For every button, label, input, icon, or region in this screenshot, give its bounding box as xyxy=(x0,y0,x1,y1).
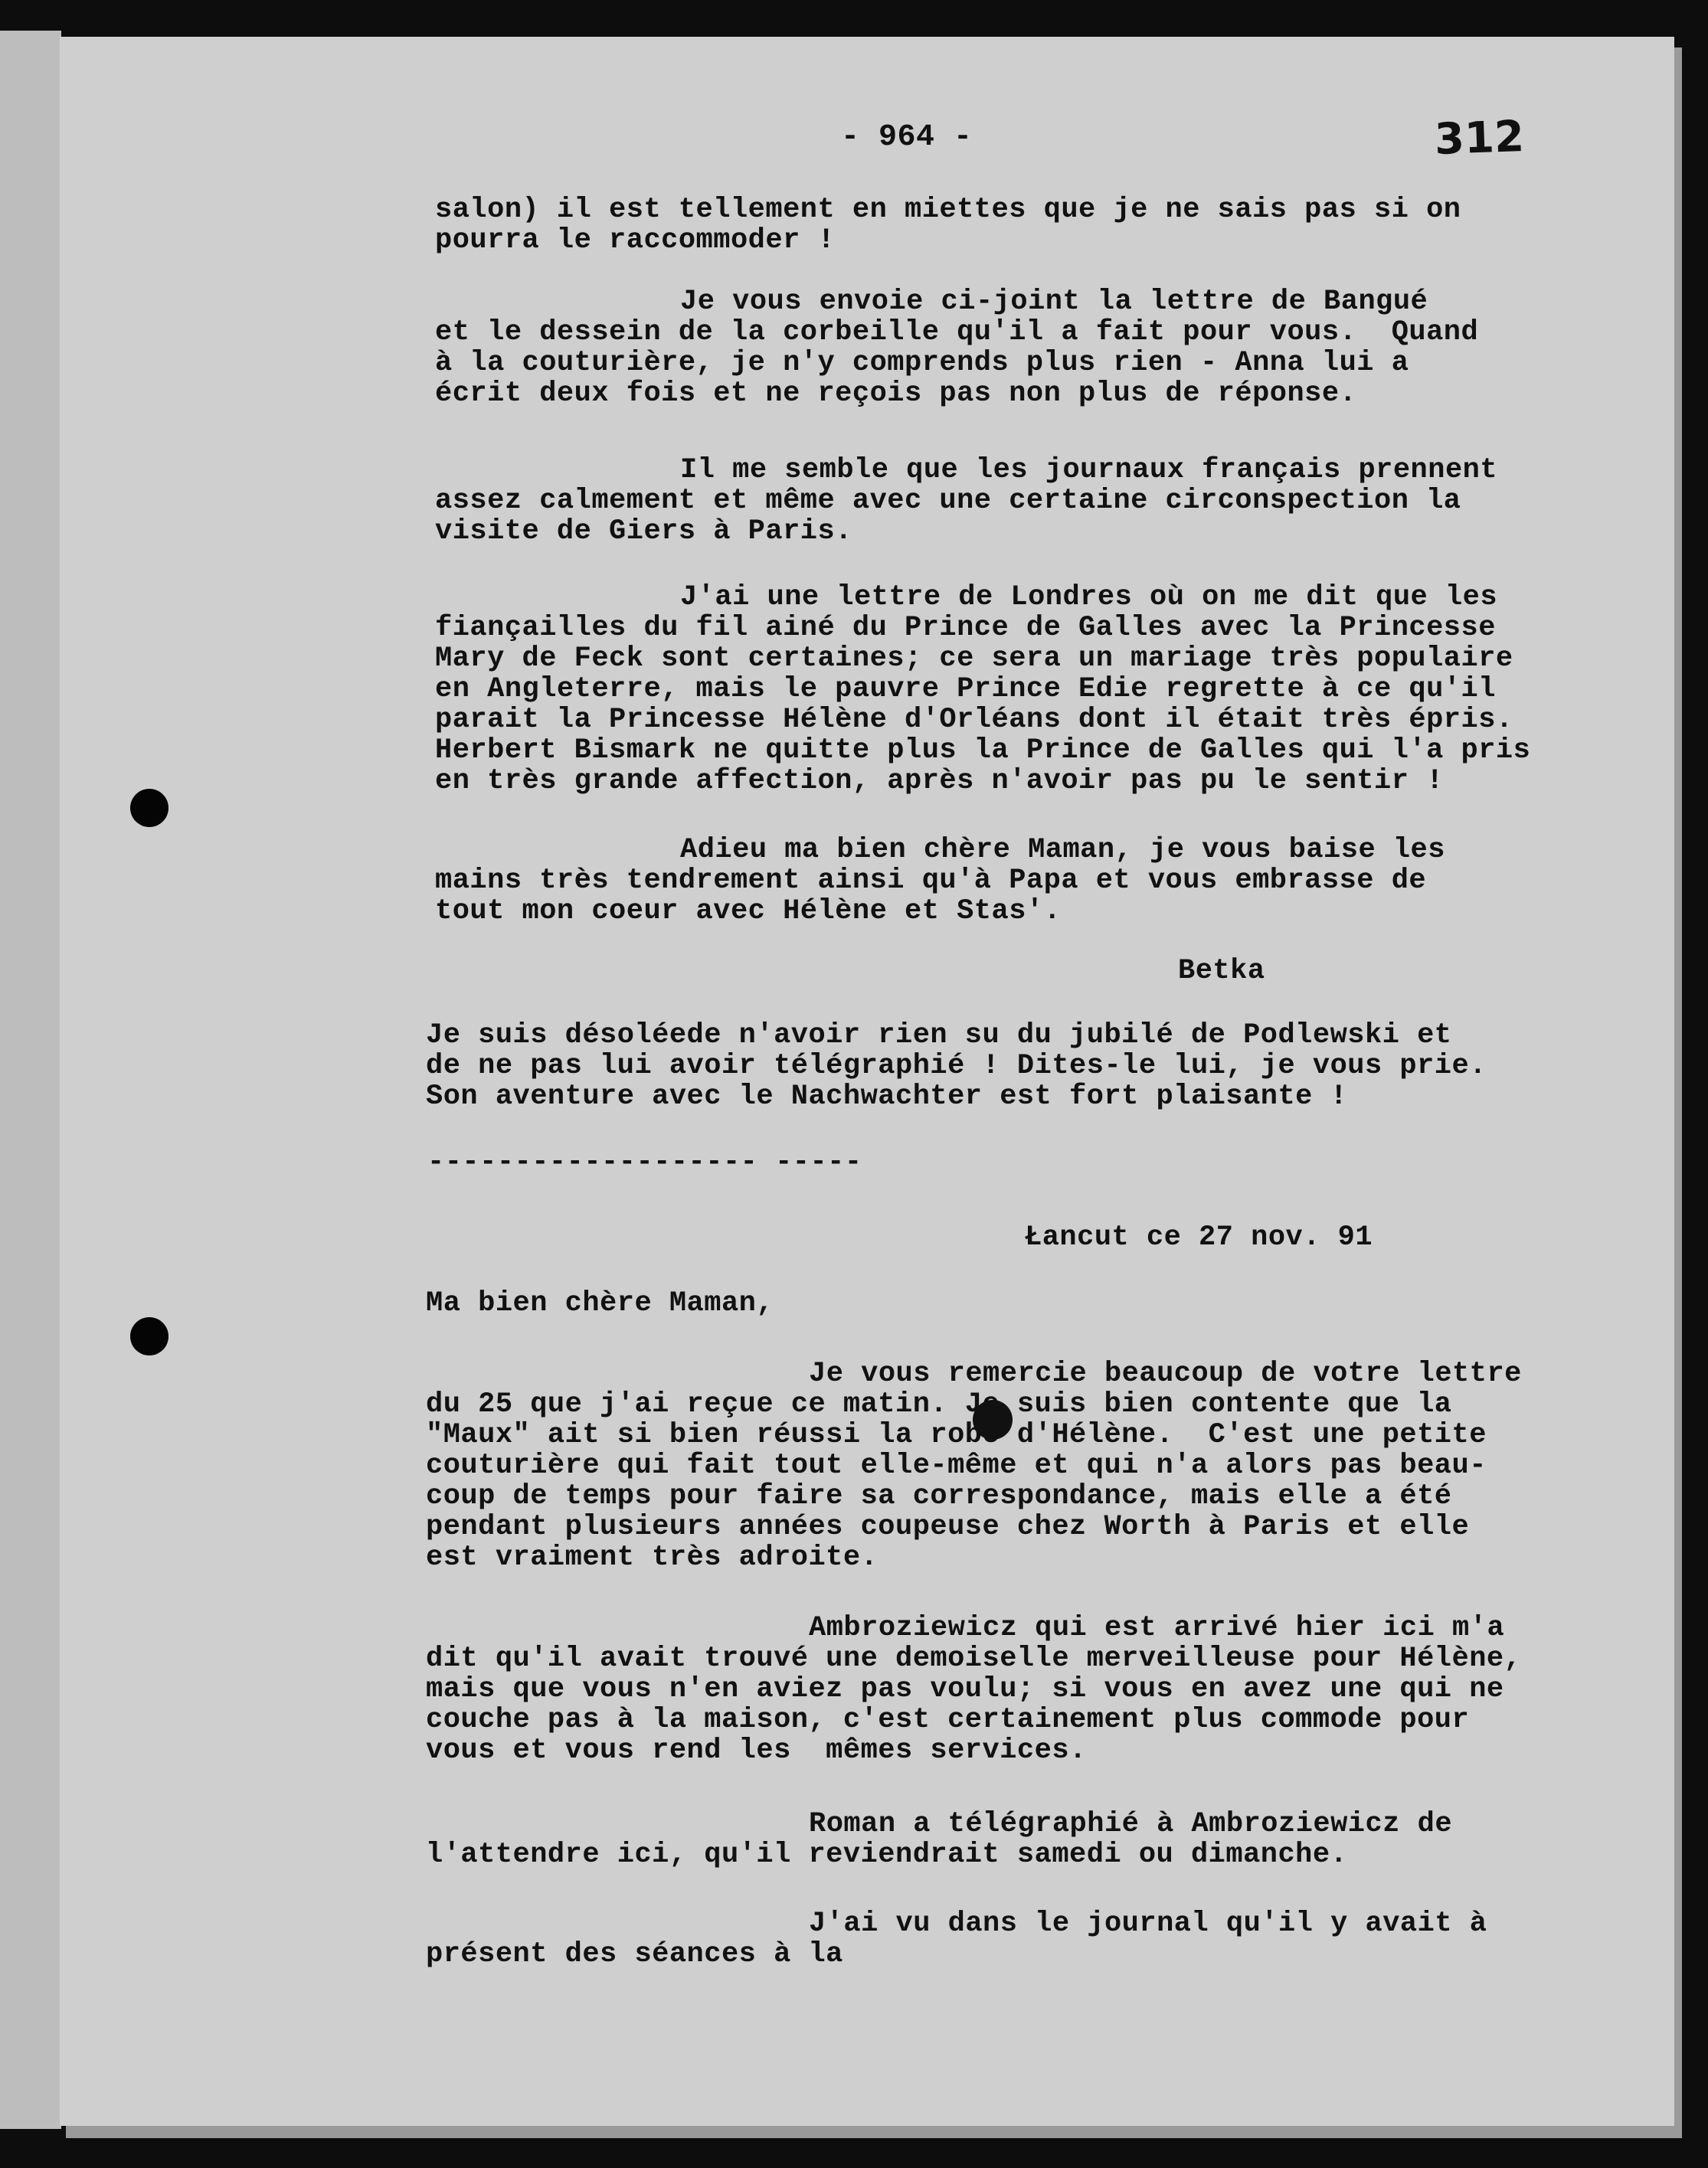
paragraph-8: Roman a télégraphié à Ambroziewicz de l'attendre ici, qu'il reviendrait samedi ou dimanche. xyxy=(426,1808,1453,1871)
paragraph-6: Je vous remercie beaucoup de votre lettre du 25 que j'ai reçue ce matin. Je suis bien contente que la "Maux" ait si bien réussi la robe d'Hélène. C'est une petite couturière qui fait tout elle-même et qui n'a alors pas beau- coup de temps pour faire sa correspondance, mais elle a été pendant plusieurs années coupeuse chez Worth à Paris et elle est vraiment très adroite. xyxy=(426,1358,1522,1574)
paragraph-3: Il me semble que les journaux français prennent assez calmement et même avec une certaine circonspection la visite de Giers à Paris. xyxy=(435,454,1498,548)
signature: Betka xyxy=(1178,955,1265,987)
scan-left-edge xyxy=(0,31,61,2129)
separator-line: ------------------- ----- xyxy=(427,1146,862,1179)
paragraph-7: Ambroziewicz qui est arrivé hier ici m'a dit qu'il avait trouvé une demoiselle merveilleuse pour Hélène, mais que vous n'en aviez pas voulu; si vous en avez une qui ne couche pas à la maison, c'est certainement plus commode pour vous et vous rend les mêmes services. xyxy=(426,1612,1522,1767)
postscript: Je suis désoléede n'avoir rien su du jubilé de Podlewski et de ne pas lui avoir télégraphié ! Dites-le lui, je vous prie. Son aventure avec le Nachwachter est fort plaisante ! xyxy=(426,1019,1487,1113)
document-page xyxy=(60,37,1674,2126)
place-date: Łancut ce 27 nov. 91 xyxy=(1025,1221,1373,1254)
paragraph-1: salon) il est tellement en miettes que je ne sais pas si on pourra le raccommoder ! xyxy=(435,194,1461,257)
punch-hole-top xyxy=(130,789,169,827)
paragraph-2: Je vous envoie ci-joint la lettre de Bangué et le dessein de la corbeille qu'il a fait pour vous. Quand à la couturière, je n'y comprends plus rien - Anna lui a écrit deux fois et ne reçois pas non plus de réponse. xyxy=(435,286,1479,410)
paragraph-5: Adieu ma bien chère Maman, je vous baise les mains très tendrement ainsi qu'à Papa et vous embrasse de tout mon coeur avec Hélène et Stas'. xyxy=(435,834,1445,927)
paragraph-4: J'ai une lettre de Londres où on me dit que les fiançailles du fil ainé du Prince de Galles avec la Princesse Mary de Feck sont certaines; ce sera un mariage très populaire en Angleterre, mais le pauvre Prince Edie regrette à ce qu'il parait la Princesse Hélène d'Orléans dont il était très épris. Herbert Bismark ne quitte plus la Prince de Galles qui l'a pris en très grande affection, après n'avoir pas pu le sentir ! xyxy=(435,581,1531,797)
paragraph-9: J'ai vu dans le journal qu'il y avait à présent des séances à la xyxy=(426,1908,1487,1970)
punch-hole-bottom xyxy=(130,1317,169,1355)
folio-number: 312 xyxy=(1433,111,1526,165)
page-number: - 964 - xyxy=(841,120,973,155)
salutation: Ma bien chère Maman, xyxy=(426,1287,774,1319)
